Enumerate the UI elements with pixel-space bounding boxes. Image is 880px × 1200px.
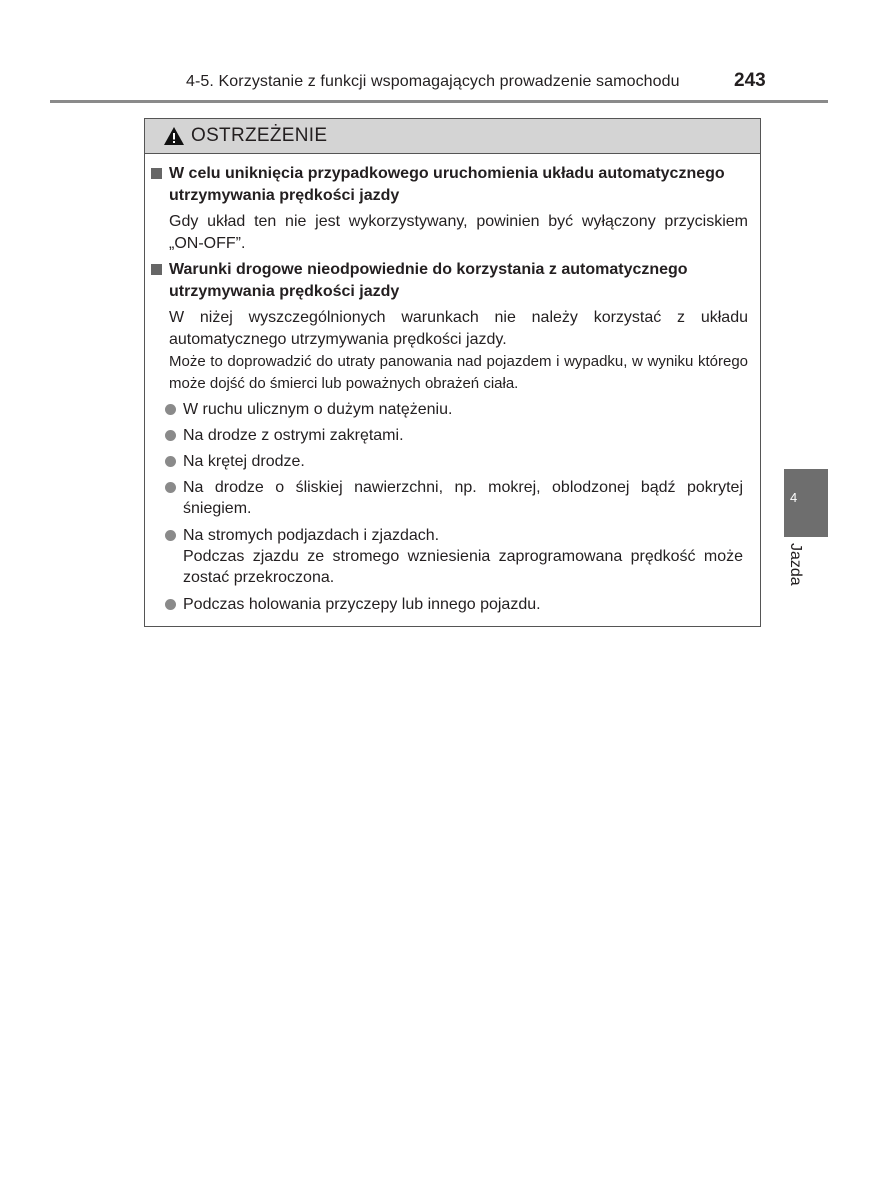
list-item (163, 525, 743, 588)
warning-title: OSTRZEŻENIE (191, 125, 328, 146)
warning-header (145, 119, 760, 154)
square-bullet-icon (151, 264, 162, 275)
section-heading-line: utrzymywania prędkości jazdy (169, 283, 400, 300)
header-divider (50, 100, 828, 103)
section-heading (151, 163, 748, 207)
page-number: 243 (734, 70, 766, 91)
list-item-text: W ruchu ulicznym o dużym natężeniu. (183, 401, 453, 418)
warning-section-accidental-activation (151, 163, 748, 255)
list-item (163, 477, 743, 519)
section-heading-line: W celu uniknięcia przypadkowego uruchomienia układu automatycznego (169, 165, 725, 182)
list-item (163, 451, 743, 472)
list-item-text: Podczas holowania przyczepy lub innego pojazdu. (183, 596, 541, 613)
round-bullet-icon (165, 530, 176, 541)
section-body: Gdy układ ten nie jest wykorzystywany, powinien być wyłączony przyciskiem „ON-OFF”. (169, 213, 748, 252)
list-item-text: Na drodze z ostrymi zakrętami. (183, 427, 404, 444)
square-bullet-icon (151, 168, 162, 179)
warning-section-road-conditions (151, 259, 748, 395)
running-header: 4-5. Korzystanie z funkcji wspomagających prowadzenie samochodu (186, 73, 680, 90)
chapter-label: Jazda (787, 543, 804, 586)
section-heading (151, 259, 748, 303)
round-bullet-icon (165, 599, 176, 610)
list-item (163, 425, 743, 446)
section-heading-line: utrzymywania prędkości jazdy (169, 187, 400, 204)
warning-box (144, 118, 761, 627)
list-item-text: Na stromych podjazdach i zjazdach. (183, 527, 440, 544)
round-bullet-icon (165, 430, 176, 441)
section-body-consequence: Może to doprowadzić do utraty panowania nad pojazdem i wypadku, w wyniku którego może dojść do śmierci lub poważnych obrażeń ciała. (169, 353, 748, 392)
list-item-note: Podczas zjazdu ze stromego wzniesienia zaprogramowana prędkość może zostać przekroczona. (183, 548, 743, 586)
round-bullet-icon (165, 456, 176, 467)
list-item-text: Na krętej drodze. (183, 453, 305, 470)
section-body: W niżej wyszczególnionych warunkach nie należy korzystać z układu automatycznego utrzymywania prędkości jazdy. (169, 309, 748, 348)
round-bullet-icon (165, 482, 176, 493)
list-item-text: Na drodze o śliskiej nawierzchni, np. mokrej, oblodzonej bądź pokrytej śniegiem. (183, 479, 743, 517)
list-item (163, 594, 743, 615)
chapter-number: 4 (790, 490, 798, 505)
list-item (163, 399, 743, 420)
round-bullet-icon (165, 404, 176, 415)
section-heading-line: Warunki drogowe nieodpowiednie do korzystania z automatycznego (169, 261, 688, 278)
warning-triangle-icon (163, 126, 185, 146)
